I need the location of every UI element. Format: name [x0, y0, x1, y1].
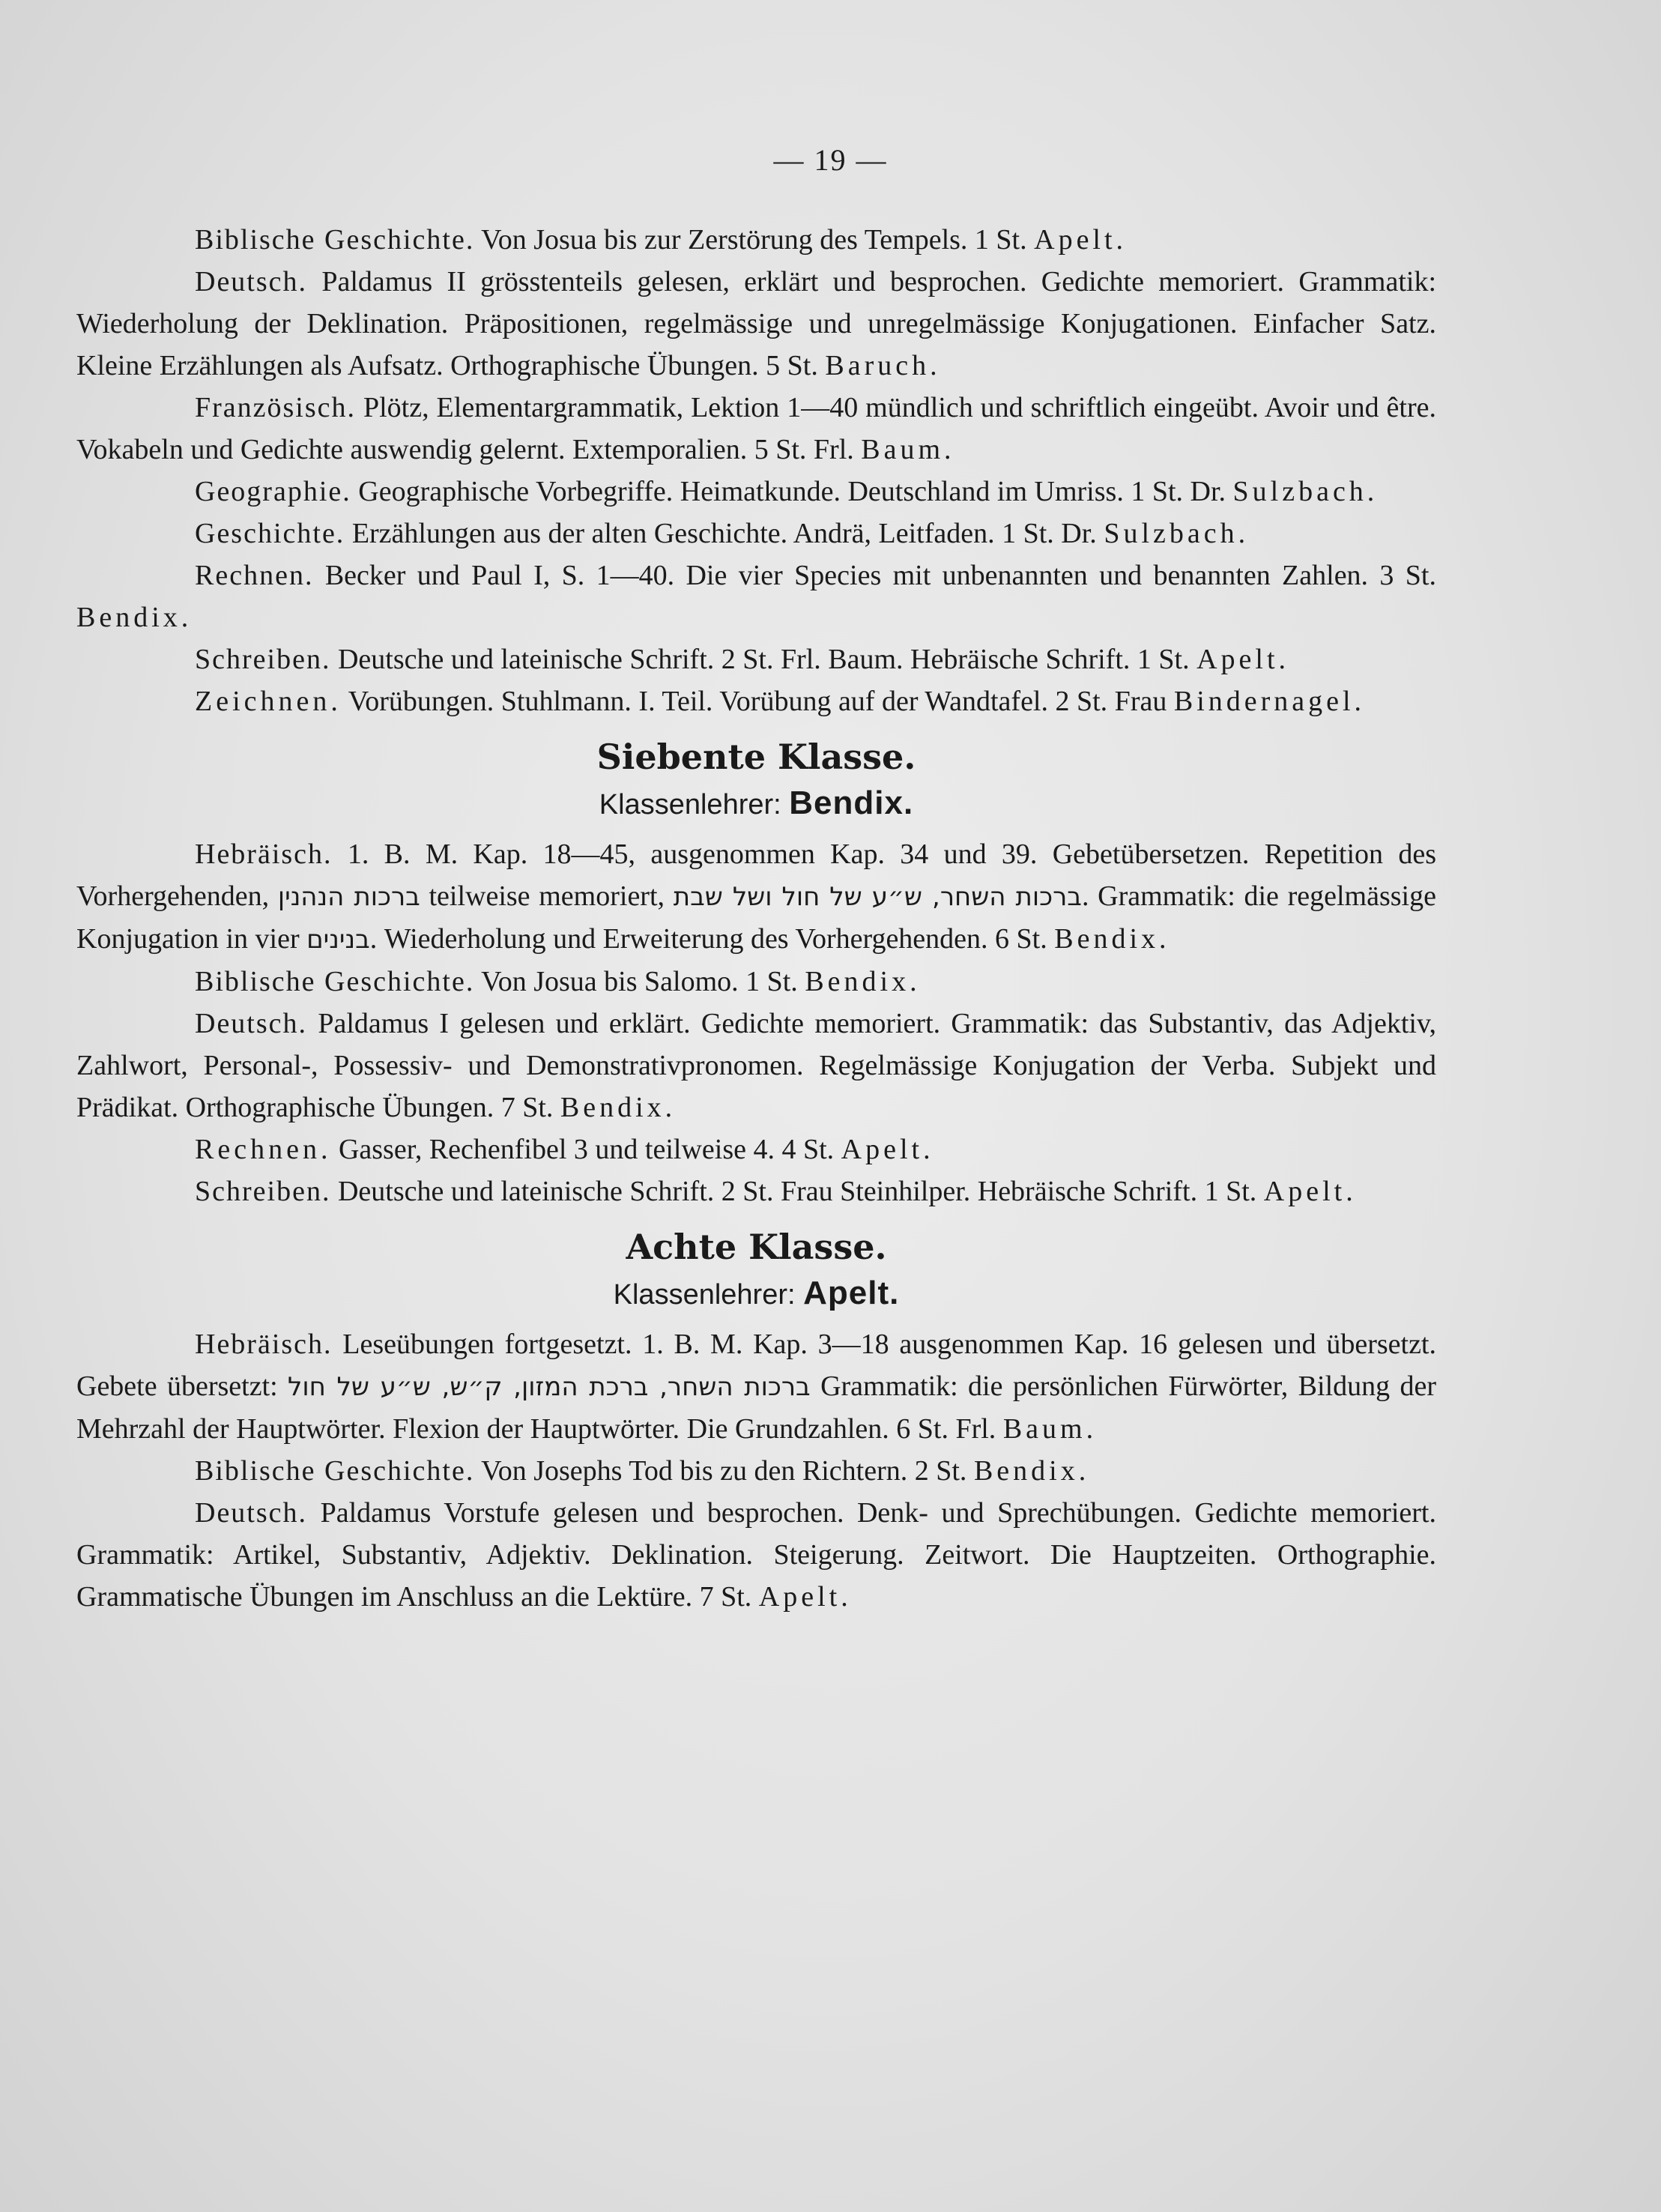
section-title-siebente-klasse: Siebente Klasse.: [596, 737, 916, 777]
paragraph-schreiben-7: [76, 1170, 1436, 1212]
paragraph-text: teilweise memoriert,: [420, 880, 674, 912]
teacher-name: Bendix.: [805, 966, 921, 997]
class-teacher-name: Bendix.: [789, 785, 914, 821]
paragraph-deutsch-6: [76, 261, 1436, 387]
hebrew-term: ברכות השחר, ש״ע של חול ושל שבת: [673, 882, 1082, 912]
teacher-name: Apelt.: [1034, 224, 1128, 256]
subject-label: Rechnen.: [195, 560, 314, 591]
teacher-name: Apelt.: [1196, 644, 1290, 675]
paragraph-text: Paldamus I gelesen und erklärt. Gedichte memoriert. Grammatik: das Substantiv, das Adjektiv, Zahlwort, Personal-, Possessiv- und Demonstrativpronomen. Regelmässige Konjugation der Verba. Subjekt und Prädikat. Orthographische Übungen. 7 St.: [76, 1008, 1436, 1123]
teacher-name: Bendix.: [1054, 923, 1170, 955]
subject-label: Biblische Geschichte.: [195, 966, 475, 997]
paragraph-geographie-6: [76, 471, 1436, 513]
teacher-name: Baum.: [1002, 1413, 1098, 1445]
teacher-name: Apelt.: [841, 1134, 934, 1165]
hebrew-term: בנינים: [306, 925, 370, 955]
paragraph-text: Leseübungen fortgesetzt. 1. B. M. Kap. 3—18 ausgenommen Kap. 16 gelesen und übersetzt. Gebete übersetzt:: [76, 1329, 1436, 1402]
paragraph-text: Von Josua bis zur Zerstörung des Tempels. 1 St.: [474, 224, 1035, 256]
paragraph-text: Von Josua bis Salomo. 1 St.: [474, 966, 805, 997]
paragraph-text: Vorübungen. Stuhlmann. I. Teil. Vorübung auf der Wandtafel. 2 St. Frau: [341, 686, 1174, 717]
subject-label: Deutsch.: [195, 1008, 308, 1039]
subject-label: Deutsch.: [195, 1497, 308, 1529]
hebrew-term: ברכות הנהנין: [277, 882, 420, 912]
class-teacher-label: Klassenlehrer:: [599, 789, 781, 821]
teacher-name: Apelt.: [1263, 1176, 1357, 1207]
paragraph-text: 1. B. M. Kap. 18—45, ausgenommen Kap. 34 und 39. Gebetübersetzen. Repetition des Vorhergehenden,: [76, 838, 1436, 912]
teacher-name: Bindernagel.: [1173, 686, 1366, 717]
paragraph-text: Geographische Vorbegriffe. Heimatkunde. Deutschland im Umriss. 1 St. Dr.: [351, 476, 1233, 507]
teacher-name: Baruch.: [825, 350, 941, 381]
teacher-name: Sulzbach.: [1104, 518, 1250, 549]
paragraph-biblische-geschichte-6: [76, 219, 1436, 261]
class-teacher-line: [76, 781, 1436, 827]
paragraph-text: Paldamus Vorstufe gelesen und besprochen. Denk- und Sprechübungen. Gedichte memoriert. Grammatik: Artikel, Substantiv, Adjektiv. Deklination. Steigerung. Zeitwort. Die Hauptzeiten. Orthographie. Grammatische Übungen im Anschluss an die Lektüre. 7 St.: [76, 1497, 1436, 1613]
class-teacher-label: Klassenlehrer:: [613, 1279, 796, 1311]
paragraph-biblische-geschichte-8: [76, 1450, 1436, 1492]
subject-label: Hebräisch.: [195, 1329, 333, 1360]
class-teacher-name: Apelt.: [803, 1275, 900, 1311]
subject-label: Rechnen.: [195, 1134, 332, 1165]
page-body: [76, 219, 1436, 1618]
paragraph-text: Erzählungen aus der alten Geschichte. Andrä, Leitfaden. 1 St. Dr.: [345, 518, 1104, 549]
paragraph-deutsch-8: [76, 1492, 1436, 1618]
teacher-name: Baum.: [861, 434, 955, 465]
paragraph-text: Plötz, Elementargrammatik, Lektion 1—40 mündlich und schriftlich eingeübt. Avoir und être. Vokabeln und Gedichte auswendig gelernt. Extemporalien. 5 St. Frl.: [76, 392, 1436, 465]
paragraph-text: Paldamus II grösstenteils gelesen, erklärt und besprochen. Gedichte memoriert. Grammatik: Wiederholung der Deklination. Präpositionen, regelmässige und unregelmässige Konjugationen. Einfacher Satz. Kleine Erzählungen als Aufsatz. Orthographische Übungen. 5 St.: [76, 266, 1436, 381]
paragraph-rechnen-6: [76, 554, 1436, 638]
paragraph-zeichnen-6: [76, 680, 1436, 722]
subject-label: Schreiben.: [195, 644, 331, 675]
teacher-name: Apelt.: [758, 1581, 852, 1613]
page-number: — 19 —: [773, 143, 888, 177]
subject-label: Geschichte.: [195, 518, 345, 549]
paragraph-text: Deutsche und lateinische Schrift. 2 St. Frl. Baum. Hebräische Schrift. 1 St.: [330, 644, 1197, 675]
paragraph-biblische-geschichte-7: [76, 961, 1436, 1003]
teacher-name: Sulzbach.: [1232, 476, 1379, 507]
subject-label: Biblische Geschichte.: [195, 224, 475, 256]
subject-label: Deutsch.: [195, 266, 308, 297]
paragraph-text: Gasser, Rechenfibel 3 und teilweise 4. 4 St.: [331, 1134, 841, 1165]
subject-label: Geographie.: [195, 476, 351, 507]
paragraph-hebraeisch-8: [76, 1323, 1436, 1450]
teacher-name: Bendix.: [76, 602, 193, 633]
paragraph-text: Grammatik: die persönlichen Fürwörter, Bildung der Mehrzahl der Hauptwörter. Flexion der Hauptwörter. Die Grundzahlen. 6 St. Frl.: [76, 1371, 1437, 1445]
paragraph-deutsch-7: [76, 1003, 1436, 1128]
paragraph-text: Von Josephs Tod bis zu den Richtern. 2 St.: [474, 1455, 974, 1487]
hebrew-term: ברכות השחר, ברכת המזון, ק״ש, ש״ע של חול: [288, 1372, 811, 1402]
paragraph-schreiben-6: [76, 638, 1436, 680]
teacher-name: Bendix.: [973, 1455, 1090, 1487]
subject-label: Französisch.: [195, 392, 357, 423]
section-title-achte-klasse: Achte Klasse.: [626, 1227, 887, 1267]
subject-label: Biblische Geschichte.: [195, 1455, 475, 1487]
subject-label: Schreiben.: [195, 1176, 331, 1207]
subject-label: Hebräisch.: [195, 838, 333, 870]
paragraph-text: . Wiederholung und Erweiterung des Vorhergehenden. 6 St.: [369, 923, 1055, 955]
paragraph-hebraeisch-7: [76, 833, 1436, 961]
subject-label: Zeichnen.: [195, 686, 342, 717]
paragraph-franzoesisch-6: [76, 387, 1436, 471]
paragraph-text: Becker und Paul I, S. 1—40. Die vier Species mit unbenannten und benannten Zahlen. 3 St.: [313, 560, 1436, 591]
paragraph-text: . Grammatik: die regelmässige Konjugation in vier: [76, 880, 1436, 955]
paragraph-geschichte-6: [76, 513, 1436, 554]
paragraph-rechnen-7: [76, 1128, 1436, 1170]
class-teacher-line: [76, 1271, 1436, 1317]
teacher-name: Bendix.: [560, 1092, 677, 1123]
paragraph-text: Deutsche und lateinische Schrift. 2 St. Frau Steinhilper. Hebräische Schrift. 1 St.: [330, 1176, 1264, 1207]
